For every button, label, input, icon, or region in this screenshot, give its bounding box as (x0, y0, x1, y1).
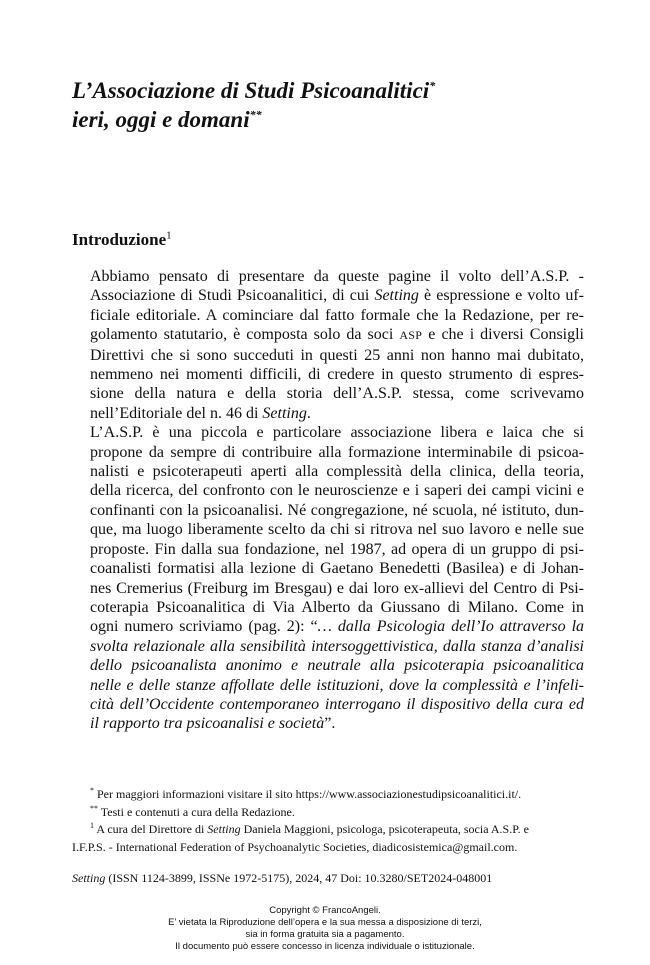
text-line (72, 286, 584, 305)
text-span: golamento statutario, è composta solo da soci (90, 326, 400, 344)
footnote-2 (72, 804, 584, 822)
footnote-text: Daniela Maggioni, psicologa, psicoterapeuta, socia A.S.P. e (240, 822, 529, 836)
text-line: coterapia Psicoanalitica di Via Alberto da Giussano di Milano. Come in (90, 598, 584, 616)
article-title (72, 76, 584, 134)
text-line: della ricerca, del confronto con le neuroscienze e i saperi dei campi vicini e (90, 482, 584, 500)
text-span: e che i diversi Consigli (422, 326, 585, 344)
title-line-1 (72, 76, 584, 105)
text-line (72, 656, 584, 675)
footnote-3-line-2[interactable]: I.F.P.S. - International Federation of Psychoanalytic Societies, diadicosistemica@gmail.com. (72, 839, 518, 854)
text-line: ficiale editoriale. A cominciare dal fatto formale che la Redazione, per re- (90, 306, 584, 324)
article-body (72, 267, 584, 734)
section-heading-text: Introduzione (72, 230, 167, 249)
text-line (72, 695, 584, 714)
quote-italic: nelle e delle stanze affollate delle istituzioni, dove la complessità e l’infeli- (90, 676, 584, 694)
title-line-2 (72, 105, 584, 134)
quote-italic: … dalla Psicologia dell’Io attraverso la (317, 618, 585, 636)
section-heading (72, 229, 172, 251)
text-line: nes Cremerius (Freiburg im Bresgau) e dai loro ex-allievi del Centro di Psi- (90, 579, 584, 597)
footnote-text: A cura del Direttore di (94, 822, 208, 836)
text-line (72, 676, 584, 695)
text-span: ogni numero scriviamo (pag. 2): “ (90, 618, 318, 636)
text-line (72, 714, 584, 733)
text-line (72, 637, 584, 656)
footnote-text: Testi e contenuti a cura della Redazione. (98, 804, 295, 819)
text-line: proposte. Fin dalla sua fondazione, nel 1987, ad opera di un gruppo di psi- (90, 540, 584, 558)
text-line: confinanti con la psicoanalisi. Né congregazione, né scuola, né istituto, dun- (90, 501, 584, 519)
journal-citation (72, 870, 492, 886)
quote-italic: dello psicoanalista anonimo e neutrale alla psicoterapia psicoanalitica (90, 657, 584, 675)
journal-name: Setting (72, 871, 106, 885)
paragraph-1 (72, 267, 584, 423)
journal-name-italic: Setting (207, 822, 241, 836)
text-line: nemmeno nei momenti difficili, di credere in questo strumento di espres- (90, 366, 584, 384)
text-line (72, 404, 584, 423)
footnote-mark: 1 (90, 821, 94, 830)
text-line: sione della natura e della storia dell’A.S.P. stessa, come scrivevamo (90, 385, 584, 403)
text-span: . (306, 404, 311, 422)
copyright-notice (0, 905, 650, 953)
journal-name-italic: Setting (262, 404, 307, 422)
text-span: è espressione e volto uf- (418, 287, 584, 305)
copyright-line: sia in forma gratuita sia a pagamento. (245, 929, 405, 940)
quote-italic: il rapporto tra psicoanalisi e società (90, 715, 325, 733)
section-footnote-ref[interactable]: 1 (166, 229, 172, 242)
text-line: Abbiamo pensato di presentare da queste pagine il volto dell’A.S.P. - (90, 268, 584, 285)
quote-italic: cità dell’Occidente contemporaneo interrogano il dispositivo della cura ed (90, 695, 584, 713)
copyright-line: E’ vietata la Riproduzione dell’opera e la sua messa a disposizione di terzi, (168, 917, 482, 928)
text-line: propone da sempre di contribuire alla formazione interminabile di psicoa- (90, 443, 584, 461)
journal-details: (ISSN 1124-3899, ISSNe 1972-5175), 2024, 47 Doi: 10.3280/SET2024-048001 (105, 871, 493, 885)
text-line: L’A.S.P. è una piccola e particolare associazione libera e laica che si (90, 424, 584, 442)
text-line (72, 325, 584, 345)
title-footnote-mark-1[interactable]: * (429, 78, 436, 93)
text-line: Direttivi che si sono succeduti in questi 25 anni non hanno mai dubitato, (90, 346, 584, 364)
title-footnote-mark-2[interactable]: ** (249, 107, 262, 122)
copyright-line: Il documento può essere concesso in licenza individuale o istituzionale. (175, 941, 475, 952)
paragraph-2 (72, 423, 584, 734)
text-line: nalisti e psicoterapeuti aperti alla complessità della clinica, della teoria, (90, 463, 584, 481)
title-line-2-text: ieri, oggi e domani (72, 107, 250, 132)
text-span: ”. (324, 715, 336, 733)
footnotes (72, 786, 584, 856)
footnote-mark: * (90, 786, 94, 795)
text-line: que, ma luogo liberamente scelto da chi si ritrova nel suo lavoro e nelle sue (90, 521, 584, 539)
journal-name-italic: Setting (374, 287, 419, 305)
copyright-line: Copyright © FrancoAngeli. (269, 905, 381, 916)
text-line (72, 617, 584, 636)
footnote-1 (72, 786, 584, 804)
asp-small-caps: ASP (399, 328, 423, 343)
footnote-mark: ** (90, 803, 98, 813)
text-span: Associazione di Studi Psicoanalitici, di cui (90, 287, 375, 305)
title-line-1-text: L’Associazione di Studi Psicoanalitici (72, 78, 430, 103)
text-span: nell’Editoriale del n. 46 di (90, 404, 263, 422)
footnote-text[interactable]: Per maggiori informazioni visitare il sito https://www.associazionestudipsicoanalitici.it/. (94, 787, 522, 801)
footnote-3 (72, 821, 584, 839)
quote-italic: svolta relazionale alla sensibilità intersoggettivistica, dalla stanza d’analisi (90, 637, 584, 655)
text-line: coanalisti formatisi alla lezione di Gaetano Benedetti (Basilea) e di Johan- (90, 560, 584, 578)
